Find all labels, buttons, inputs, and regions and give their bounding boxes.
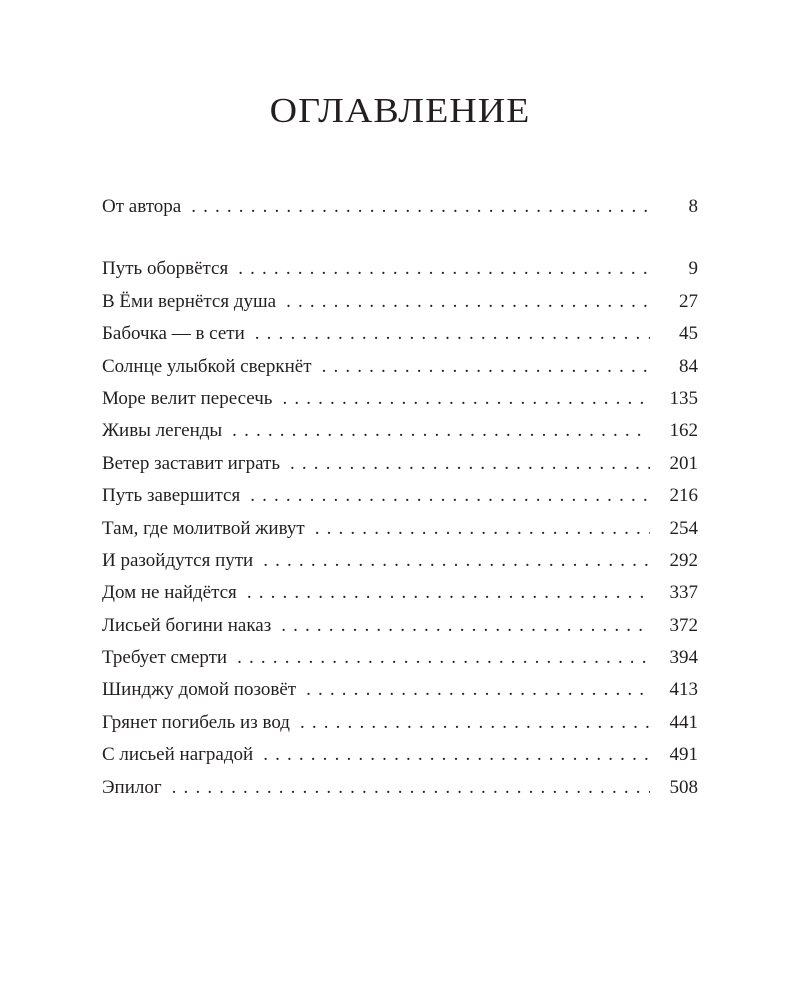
dot-leader [250,485,650,507]
toc-entry-page: 135 [650,388,698,410]
toc-entry-page: 216 [650,485,698,507]
toc-entry-title: Море велит пересечь [102,388,282,410]
toc-entry-title: И разойдутся пути [102,550,263,572]
toc-entry[interactable] [102,291,698,323]
toc-entry[interactable] [102,679,698,711]
toc-entry-page: 162 [650,420,698,442]
toc-entry-page: 491 [650,744,698,766]
toc-entry[interactable] [102,647,698,679]
dot-leader [172,777,650,799]
page-title: ОГЛАВЛЕНИЕ [269,91,531,131]
toc-entry-title: Бабочка — в сети [102,323,255,345]
toc-entry-title: Живы легенды [102,420,232,442]
dot-leader [322,356,650,378]
dot-leader [300,712,650,734]
dot-leader [315,518,650,540]
toc-entry-page: 372 [650,615,698,637]
dot-leader [255,323,650,345]
toc-entry-title: В Ёми вернётся душа [102,291,286,313]
toc-entry-page: 441 [650,712,698,734]
toc-entry-page: 84 [650,356,698,378]
dot-leader [263,744,650,766]
dot-leader [281,615,650,637]
toc-entry[interactable] [102,323,698,355]
toc-entry-page: 394 [650,647,698,669]
toc-entry[interactable] [102,356,698,388]
toc-entry-page: 254 [650,518,698,540]
dot-leader [263,550,650,572]
toc-entry-title: С лисьей наградой [102,744,263,766]
toc-entry-page: 9 [650,258,698,280]
toc-entry-page: 201 [650,453,698,475]
toc-entry-title: Путь завершится [102,485,250,507]
toc-entry-title: От автора [102,196,191,218]
toc-entry-title: Ветер заставит играть [102,453,290,475]
toc-entry[interactable] [102,453,698,485]
dot-leader [232,420,650,442]
toc-entry-page: 337 [650,582,698,604]
dot-leader [191,196,650,218]
dot-leader [238,258,650,280]
toc-entry[interactable] [102,518,698,550]
toc-entry-title: Лисьей богини наказ [102,615,281,637]
toc-entry-page: 27 [650,291,698,313]
toc-entry[interactable] [102,712,698,744]
toc-entry[interactable] [102,485,698,517]
toc-entry[interactable] [102,388,698,420]
toc-entry[interactable] [102,744,698,776]
dot-leader [290,453,650,475]
toc-entry[interactable] [102,777,698,809]
toc-entry[interactable] [102,196,698,228]
toc-entry-page: 45 [650,323,698,345]
dot-leader [286,291,650,313]
toc-entry[interactable] [102,258,698,290]
dot-leader [306,679,650,701]
dot-leader [247,582,650,604]
toc-entry-title: Там, где молитвой живут [102,518,315,540]
toc-entry[interactable] [102,420,698,452]
toc-entry-page: 413 [650,679,698,701]
toc-entry-title: Требует смерти [102,647,237,669]
dot-leader [282,388,650,410]
toc-entry-title: Дом не найдётся [102,582,247,604]
toc-entry-page: 508 [650,777,698,799]
toc-entry-page: 8 [650,196,698,218]
toc-entry-title: Солнце улыбкой сверкнёт [102,356,322,378]
toc-entry-title: Эпилог [102,777,172,799]
table-of-contents [102,196,698,809]
dot-leader [237,647,650,669]
toc-entry-page: 292 [650,550,698,572]
toc-entry[interactable] [102,550,698,582]
toc-entry-title: Грянет погибель из вод [102,712,300,734]
toc-entry-title: Шинджу домой позовёт [102,679,306,701]
toc-entry-title: Путь оборвётся [102,258,238,280]
toc-entry[interactable] [102,615,698,647]
toc-entry[interactable] [102,582,698,614]
